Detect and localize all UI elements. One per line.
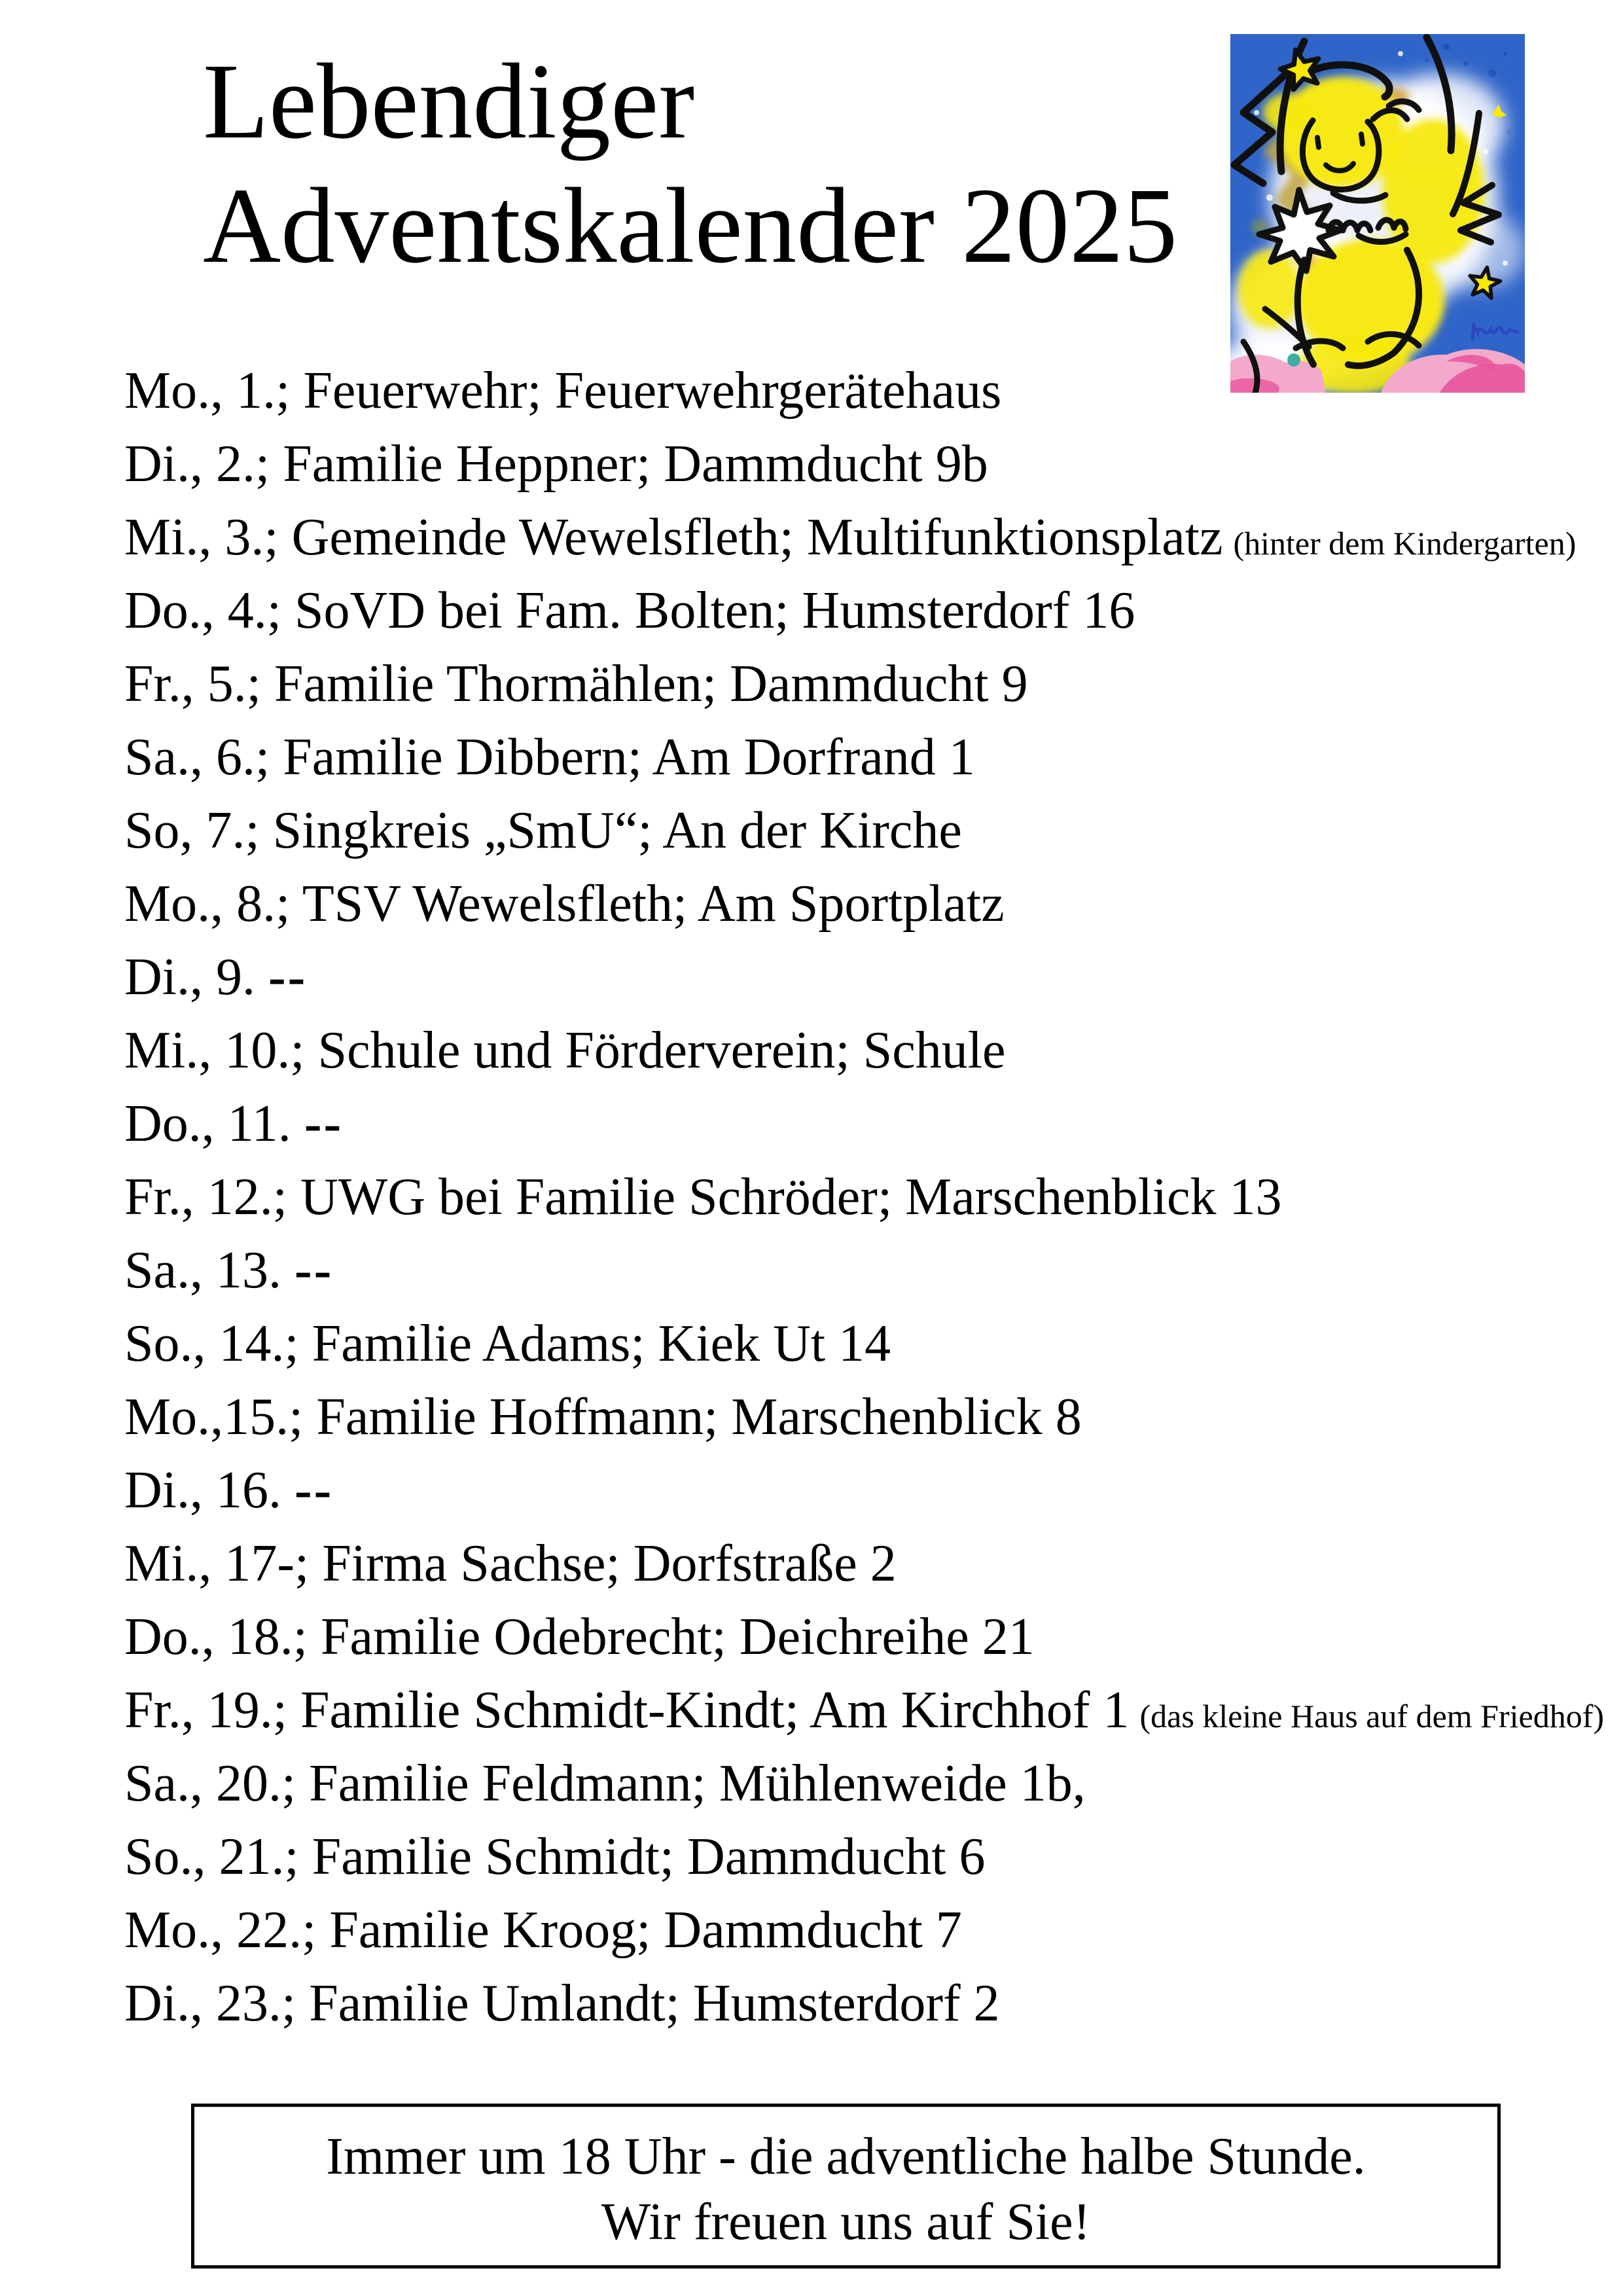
calendar-entry bbox=[124, 647, 1604, 721]
calendar-entry bbox=[124, 794, 1604, 867]
calendar-entry bbox=[124, 1307, 1604, 1380]
entry-text: Sa., 20.; Familie Feldmann; Mühlenweide 1b, bbox=[124, 1755, 1086, 1812]
calendar-entry bbox=[124, 1747, 1604, 1820]
title-line1: Lebendiger bbox=[203, 41, 695, 161]
calendar-entry bbox=[124, 867, 1604, 941]
entry-dash: -- bbox=[294, 1242, 334, 1299]
entry-text: Fr., 12.; UWG bei Familie Schröder; Marschenblick 13 bbox=[124, 1168, 1282, 1226]
calendar-entry bbox=[124, 501, 1604, 574]
angel-painting-svg bbox=[1230, 34, 1525, 393]
entry-note: (hinter dem Kindergarten) bbox=[1233, 525, 1577, 562]
entry-text: Di., 16. bbox=[124, 1462, 281, 1519]
entry-text: Do., 11. bbox=[124, 1095, 291, 1153]
calendar-list bbox=[124, 354, 1604, 2040]
entry-text: Fr., 5.; Familie Thormählen; Dammducht 9 bbox=[124, 655, 1028, 713]
calendar-entry bbox=[124, 721, 1604, 794]
entry-text: Di., 23.; Familie Umlandt; Humsterdorf 2 bbox=[124, 1975, 1000, 2032]
calendar-entry bbox=[124, 1527, 1604, 1600]
calendar-entry bbox=[124, 1014, 1604, 1087]
calendar-entry bbox=[124, 1893, 1604, 1967]
entry-text: Mo.,15.; Familie Hoffmann; Marschenblick 8 bbox=[124, 1388, 1082, 1446]
calendar-entry bbox=[124, 354, 1604, 427]
calendar-entry bbox=[124, 574, 1604, 647]
entry-text: Mi., 17-; Firma Sachse; Dorfstraße 2 bbox=[124, 1535, 897, 1592]
entry-text: Fr., 19.; Familie Schmidt-Kindt; Am Kirchhof 1 bbox=[124, 1681, 1130, 1739]
title-line2: Adventskalender 2025 bbox=[203, 166, 1178, 285]
calendar-entry bbox=[124, 941, 1604, 1014]
angel-painting bbox=[1230, 34, 1525, 393]
page-title bbox=[203, 39, 1177, 288]
calendar-entry bbox=[124, 1454, 1604, 1527]
footer-line1: Immer um 18 Uhr - die adventliche halbe Stunde. bbox=[326, 2128, 1366, 2185]
entry-dash: -- bbox=[304, 1095, 344, 1153]
calendar-entry bbox=[124, 427, 1604, 501]
calendar-entry bbox=[124, 1820, 1604, 1893]
calendar-entry bbox=[124, 1674, 1604, 1747]
entry-text: So, 7.; Singkreis „SmU“; An der Kirche bbox=[124, 802, 962, 859]
calendar-entry bbox=[124, 1087, 1604, 1160]
entry-text: Sa., 6.; Familie Dibbern; Am Dorfrand 1 bbox=[124, 728, 975, 786]
entry-text: Di., 9. bbox=[124, 948, 255, 1006]
entry-text: Mi., 3.; Gemeinde Wewelsfleth; Multifunktionsplatz bbox=[124, 509, 1223, 566]
entry-text: Mo., 8.; TSV Wewelsfleth; Am Sportplatz bbox=[124, 875, 1005, 933]
entry-dash: -- bbox=[268, 948, 308, 1006]
entry-text: Do., 4.; SoVD bei Fam. Bolten; Humsterdorf 16 bbox=[124, 582, 1135, 639]
entry-text: Do., 18.; Familie Odebrecht; Deichreihe 21 bbox=[124, 1608, 1035, 1666]
footer-line2: Wir freuen uns auf Sie! bbox=[601, 2193, 1091, 2251]
entry-note: (das kleine Haus auf dem Friedhof) bbox=[1139, 1698, 1605, 1734]
entry-text: Sa., 13. bbox=[124, 1242, 281, 1299]
entry-dash: -- bbox=[294, 1462, 334, 1519]
entry-text: Mi., 10.; Schule und Förderverein; Schule bbox=[124, 1022, 1006, 1079]
calendar-entry bbox=[124, 1600, 1604, 1674]
entry-text: Mo., 1.; Feuerwehr; Feuerwehrgerätehaus bbox=[124, 362, 1002, 420]
entry-text: Di., 2.; Familie Heppner; Dammducht 9b bbox=[124, 435, 988, 493]
calendar-entry bbox=[124, 1234, 1604, 1307]
entry-text: So., 14.; Familie Adams; Kiek Ut 14 bbox=[124, 1315, 891, 1372]
calendar-entry bbox=[124, 1967, 1604, 2040]
footer-note-box bbox=[191, 2104, 1501, 2269]
calendar-entry bbox=[124, 1160, 1604, 1234]
entry-text: Mo., 22.; Familie Kroog; Dammducht 7 bbox=[124, 1901, 962, 1959]
entry-text: So., 21.; Familie Schmidt; Dammducht 6 bbox=[124, 1828, 986, 1886]
calendar-entry bbox=[124, 1380, 1604, 1454]
